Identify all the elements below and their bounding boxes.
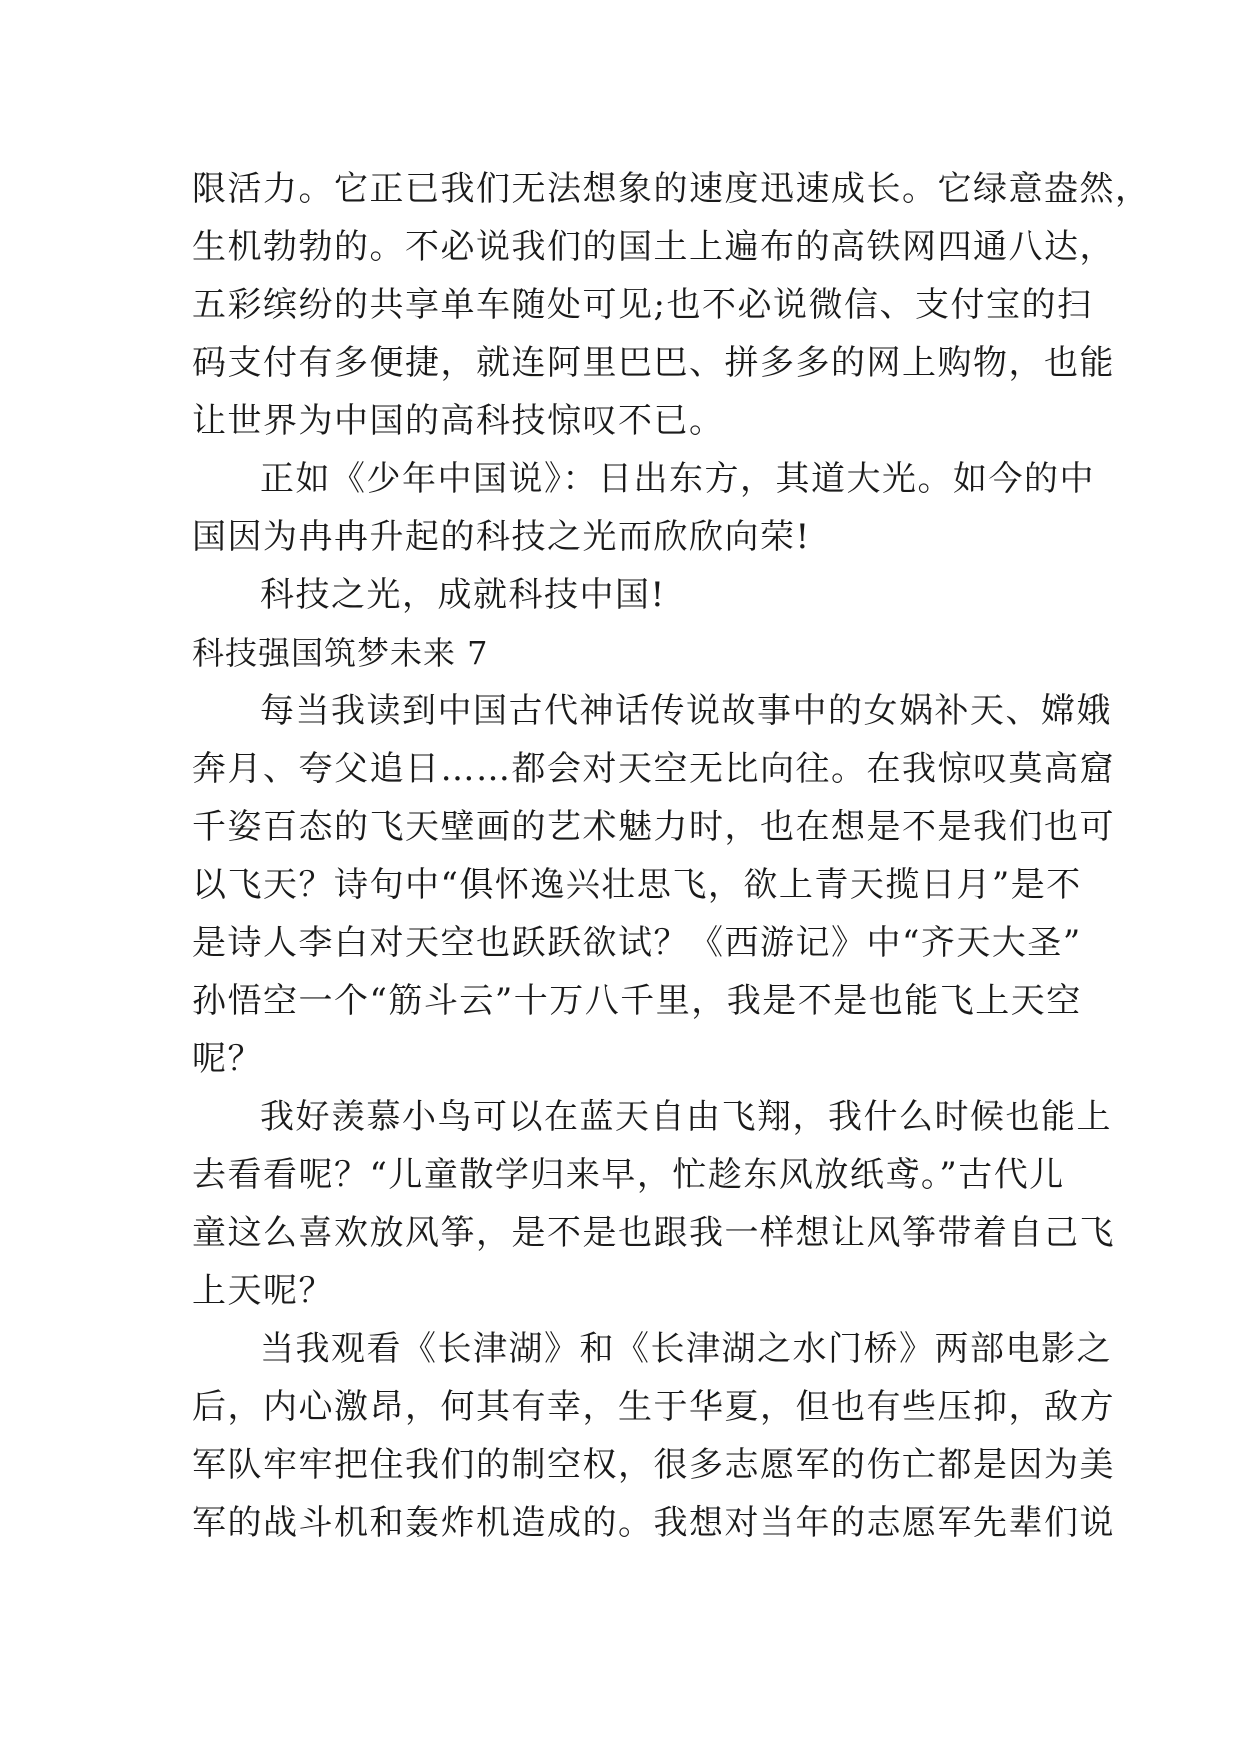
text-line: 码支付有多便捷，就连阿里巴巴、拼多多的网上购物，也能 [192,343,1115,383]
paragraph [192,1088,1115,1320]
text-line: 呢？ [192,1039,263,1079]
heading-text: 科技强国筑梦未来 7 [192,634,489,672]
text-line: 上天呢？ [192,1271,334,1311]
text-line: 军的战斗机和轰炸机造成的。我想对当年的志愿军先辈们说 [192,1503,1115,1543]
text-line: 每当我读到中国古代神话传说故事中的女娲补天、嫦娥 [260,691,1112,731]
text-line: 军队牢牢把住我们的制空权，很多志愿军的伤亡都是因为美 [192,1445,1115,1485]
text-line: 以飞天？诗句中“俱怀逸兴壮思飞，欲上青天揽日月”是不 [192,865,1082,905]
text-line: 正如《少年中国说》：日出东方，其道大光。如今的中 [260,459,1095,499]
text-line: 生机勃勃的。不必说我们的国土上遍布的高铁网四通八达， [192,227,1115,267]
text-line: 孙悟空一个“筋斗云”十万八千里，我是不是也能飞上天空 [192,981,1082,1021]
paragraph [192,450,1095,566]
paragraph [192,1320,1115,1552]
text-line: 后，内心激昂，何其有幸，生于华夏，但也有些压抑，敌方 [192,1387,1115,1427]
text-line: 奔月、夸父追日……都会对天空无比向往。在我惊叹莫高窟 [192,749,1115,789]
text-line: 我好羡慕小鸟可以在蓝天自由飞翔，我什么时候也能上 [260,1097,1112,1137]
section-heading [192,624,1054,682]
paragraph [192,566,1054,624]
paragraph [192,160,1151,450]
text-line: 科技之光，成就科技中国! [260,575,666,615]
text-line: 限活力。它正已我们无法想象的速度迅速成长。它绿意盎然， [192,169,1151,209]
text-line: 让世界为中国的高科技惊叹不已。 [192,401,725,441]
paragraph [192,682,1115,1088]
text-line: 是诗人李白对天空也跃跃欲试？《西游记》中“齐天大圣” [192,923,1082,963]
text-line: 当我观看《长津湖》和《长津湖之水门桥》两部电影之 [260,1329,1112,1369]
document-body [192,160,1151,1552]
text-line: 童这么喜欢放风筝，是不是也跟我一样想让风筝带着自己飞 [192,1213,1115,1253]
text-line: 去看看呢？“儿童散学归来早，忙趁东风放纸鸢。”古代儿 [192,1155,1065,1195]
text-line: 国因为冉冉升起的科技之光而欣欣向荣! [192,517,811,557]
text-line: 千姿百态的飞天壁画的艺术魅力时，也在想是不是我们也可 [192,807,1115,847]
text-line: 五彩缤纷的共享单车随处可见;也不必说微信、支付宝的扫 [192,285,1093,325]
